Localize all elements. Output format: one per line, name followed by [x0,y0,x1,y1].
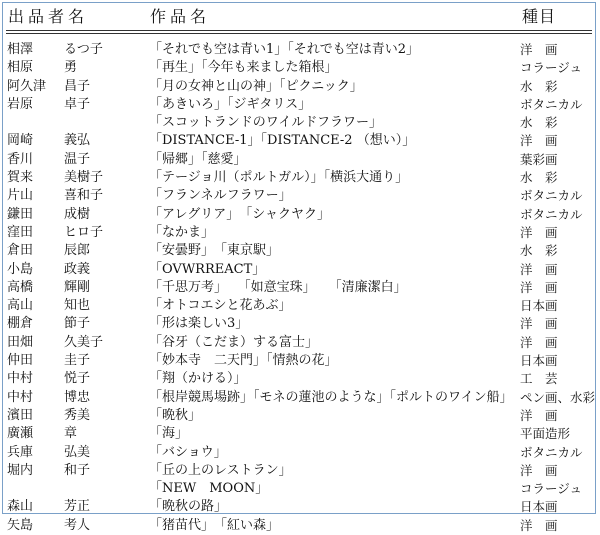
artist-given-name: 節子 [64,316,91,332]
work-titles: 「DISTANCE-1」「DISTANCE-2 （想い）」 [149,133,416,149]
medium-type: ボタニカル [520,188,583,204]
artist-given-name: 秀美 [64,407,91,423]
medium-type: 洋 画 [520,407,558,423]
artist-family-name: 森山 [7,499,34,515]
artist-family-name: 棚倉 [7,316,34,332]
entry-row [0,96,600,114]
artist-given-name: 芳正 [64,499,91,515]
medium-type: ボタニカル [520,96,583,112]
artist-given-name: 卓子 [64,96,91,112]
work-titles: 「オトコエシと花あぶ」 [149,298,292,314]
entry-row [0,78,600,96]
medium-type: 日本画 [520,499,558,515]
artist-family-name: 中村 [7,389,34,405]
artist-given-name: 昌子 [64,78,91,94]
work-titles: 「海」 [149,426,189,442]
work-titles: 「翔（かける）」 [149,371,247,387]
artist-given-name: 美樹子 [64,170,104,186]
medium-type: 洋 画 [520,261,558,277]
medium-type: 日本画 [520,353,558,369]
medium-type: コラージュ [520,60,583,76]
artist-given-name: ヒロ子 [64,224,104,240]
work-titles: 「あきいろ」「ジギタリス」 [149,96,312,112]
artist-given-name: 輝剛 [64,279,91,295]
artist-given-name: 悦子 [64,371,91,387]
work-titles: 「アレグリア」 「シャクヤク」 [149,206,330,222]
medium-type: 洋 画 [520,42,558,57]
artist-given-name: 温子 [64,151,91,167]
artist-given-name: 考人 [64,517,91,533]
artist-given-name: 章 [64,426,78,442]
medium-type: 工 芸 [520,371,558,387]
work-titles: 「谷牙（こだま）する富士」 [149,334,319,350]
header-rule-bottom [6,33,592,34]
artist-family-name: 中村 [7,371,34,387]
work-titles: 「テージョ川（ポルトガル）」「横浜大通り」 [149,170,409,186]
entry-row [0,224,600,242]
entry-row [0,169,600,187]
header-artist: 出品者名 [8,7,89,26]
entry-row [0,114,600,132]
medium-type: 洋 画 [520,334,558,350]
work-titles: 「スコットランドのワイルドフラワー」 [149,115,382,131]
entry-row [0,462,600,480]
medium-type: ボタニカル [520,206,583,222]
artist-family-name: 片山 [7,188,34,204]
entry-row [0,425,600,443]
work-titles: 「帰郷」「慈愛」 [149,151,247,167]
work-titles: 「形は楽しい3」 [149,316,249,332]
work-titles: 「なかま」 [149,224,215,240]
medium-type: ボタニカル [520,444,583,460]
artist-given-name: 辰郎 [64,243,91,259]
entry-row [0,352,600,370]
artist-family-name: 岡崎 [7,133,34,149]
medium-type: 平面造形 [520,426,571,442]
header-rule-top [6,30,592,31]
artist-family-name: 倉田 [7,243,34,259]
artist-family-name: 兵庫 [7,444,34,460]
artist-family-name: 相原 [7,60,34,76]
medium-type: 洋 画 [520,133,558,149]
medium-type: 洋 画 [520,517,558,533]
artist-family-name: 小島 [7,261,34,277]
header-type: 種目 [522,7,557,26]
artist-family-name: 仲田 [7,353,34,369]
entry-row [0,498,600,516]
medium-type: 葉彩画 [520,151,558,167]
artist-given-name: 義弘 [64,133,91,149]
work-titles: 「根岸競馬場跡」「モネの蓮池のような」「ポルトのワイン船」 [149,389,513,405]
medium-type: 水 彩 [520,78,558,94]
medium-type: 洋 画 [520,279,558,295]
work-titles: 「月の女神と山の神」「ピクニック」 [149,78,363,94]
artist-family-name: 鎌田 [7,206,34,222]
work-titles: 「OVWRREACT」 [149,261,266,277]
work-titles: 「再生」「今年も来ました箱根」 [149,60,338,76]
entry-list [0,41,600,535]
artist-given-name: 成樹 [64,206,91,222]
entry-row [0,315,600,333]
work-titles: 「猪苗代」 「紅い森」 [149,517,280,533]
entry-row [0,279,600,297]
medium-type: 洋 画 [520,316,558,332]
entry-row [0,444,600,462]
entry-row [0,261,600,279]
artist-family-name: 高橋 [7,279,34,295]
work-titles: 「丘の上のレストラン」 [149,462,292,478]
artist-given-name: 知也 [64,298,91,314]
entry-row [0,242,600,260]
artist-given-name: 和子 [64,462,91,478]
entry-row [0,59,600,77]
work-titles: 「フランネルフラワー」 [149,188,292,204]
artist-family-name: 高山 [7,298,34,314]
entry-row [0,480,600,498]
work-titles: 「NEW MOON」 [149,481,269,497]
artist-given-name: 勇 [64,60,78,76]
medium-type: ペン画、水彩 [520,389,596,405]
entry-row [0,389,600,407]
entry-row [0,370,600,388]
work-titles: 「安曇野」 「東京駅」 [149,243,280,259]
entry-row [0,132,600,150]
artist-family-name: 田畑 [7,334,34,350]
work-titles: 「バショウ」 [149,444,227,460]
artist-family-name: 窪田 [7,224,34,240]
artist-given-name: 博忠 [64,389,91,405]
artist-family-name: 濱田 [7,407,34,423]
entry-row [0,206,600,224]
medium-type: 水 彩 [520,243,558,259]
artist-given-name: 久美子 [64,334,104,350]
artist-family-name: 廣瀬 [7,426,34,442]
work-titles: 「晩秋の路」 [149,499,228,515]
artist-family-name: 相澤 [7,42,34,57]
medium-type: 水 彩 [520,170,558,186]
entry-row [0,334,600,352]
entry-row [0,297,600,315]
work-titles: 「それでも空は青い1」「それでも空は青い2」 [149,42,420,57]
artist-family-name: 堀内 [7,462,34,478]
medium-type: 洋 画 [520,462,558,478]
medium-type: 日本画 [520,298,558,314]
medium-type: 洋 画 [520,224,558,240]
work-titles: 「妙本寺 二天門」「情熱の花」 [149,353,338,369]
entry-row [0,41,600,59]
artist-given-name: 弘美 [64,444,91,460]
work-titles: 「千思万考」 「如意宝珠」 「清廉潔白」 [149,279,407,295]
artist-given-name: 圭子 [64,353,91,369]
work-titles: 「晩秋」 [149,407,202,423]
artist-given-name: るつ子 [64,42,103,57]
artist-given-name: 政義 [64,261,91,277]
entry-row [0,407,600,425]
entry-row [0,151,600,169]
medium-type: 水 彩 [520,115,558,131]
artist-given-name: 喜和子 [64,188,104,204]
header-works: 作品名 [150,7,211,26]
artist-family-name: 香川 [7,151,34,167]
artist-family-name: 阿久津 [7,78,47,94]
artist-family-name: 岩原 [7,96,34,112]
entry-row [0,187,600,205]
artist-family-name: 賀来 [7,170,34,186]
artist-family-name: 矢島 [7,517,34,533]
medium-type: コラージュ [520,481,583,497]
entry-row [0,517,600,535]
